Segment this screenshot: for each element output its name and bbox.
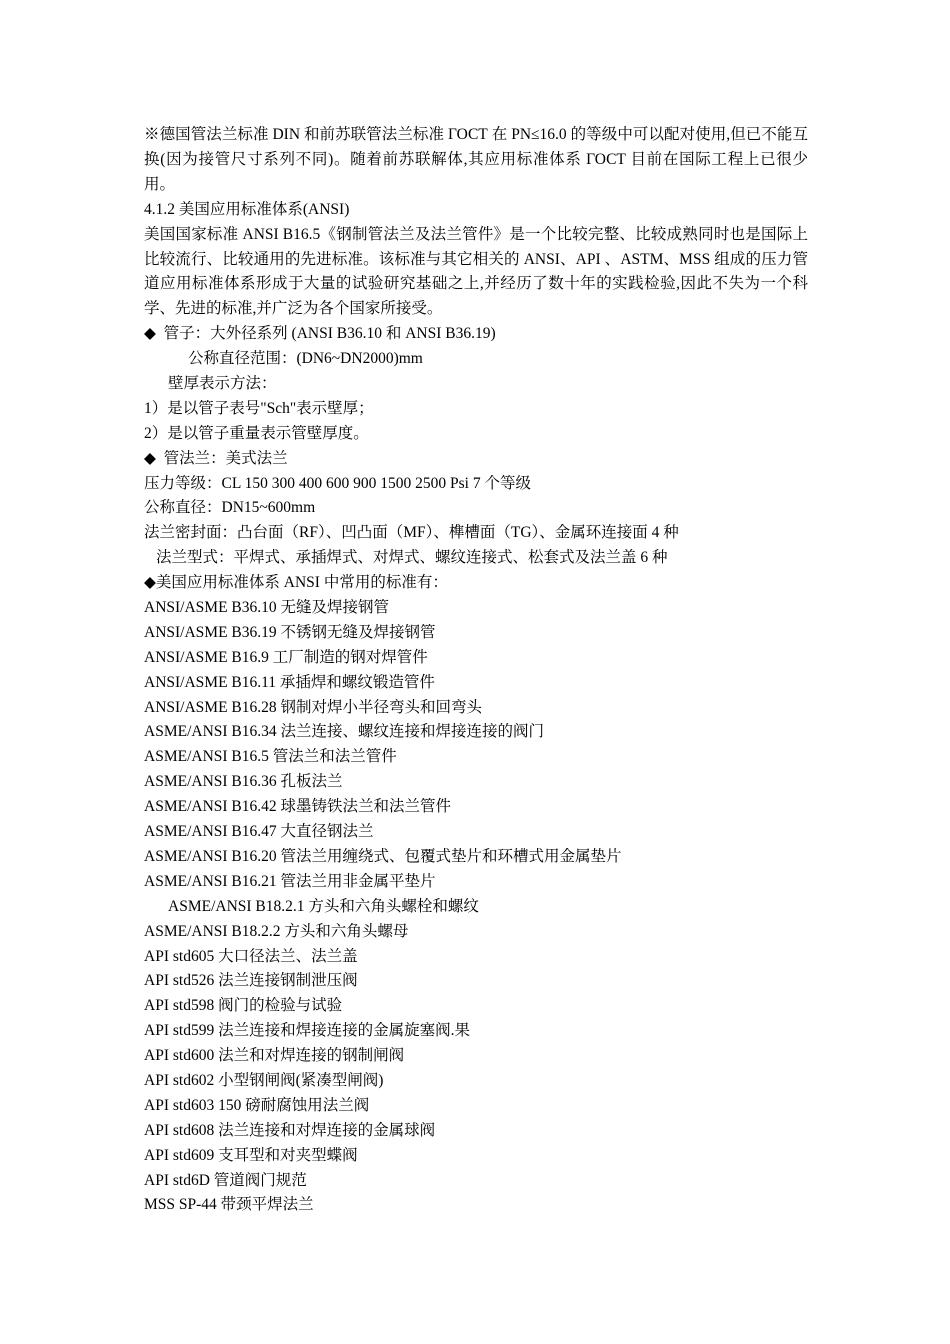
- pipe-nominal-range: 公称直径范围：(DN6~DN2000)mm: [188, 350, 423, 368]
- standard-item: ASME/ANSI B16.5 管法兰和法兰管件: [144, 748, 397, 766]
- pipe-wall-method: 壁厚表示方法：: [168, 375, 277, 393]
- standard-item: API std598 阀门的检验与试验: [144, 997, 343, 1015]
- standard-item: API std600 法兰和对焊连接的钢制闸阀: [144, 1047, 405, 1065]
- standard-item: ANSI/ASME B16.28 钢制对焊小半径弯头和回弯头: [144, 698, 483, 716]
- standards-heading: ◆美国应用标准体系 ANSI 中常用的标准有：: [144, 574, 448, 592]
- intro-paragraph: ※德国管法兰标准 DIN 和前苏联管法兰标准 ГОСТ 在 PN≤16.0 的等级中可以配对使用,但已不能互换(因为接管尺寸系列不同)。随着前苏联解体,其应用标准体系 ГОСТ 目前在国际工程上已很少用。: [144, 126, 808, 193]
- standard-item: ASME/ANSI B16.36 孔板法兰: [144, 773, 343, 791]
- standard-item: API std605 大口径法兰、法兰盖: [144, 947, 358, 965]
- standard-item: API std6D 管道阀门规范: [144, 1171, 307, 1189]
- standard-item: API std603 150 磅耐腐蚀用法兰阀: [144, 1096, 370, 1114]
- diamond-bullet-icon: ◆: [144, 325, 156, 343]
- standard-item: API std526 法兰连接钢制泄压阀: [144, 972, 358, 990]
- flange-types: 法兰型式：平焊式、承插焊式、对焊式、螺纹连接式、松套式及法兰盖 6 种: [156, 549, 668, 567]
- flange-nominal-diameter: 公称直径：DN15~600mm: [144, 499, 316, 517]
- flange-sealing-faces: 法兰密封面：凸台面（RF）、凹凸面（MF）、榫槽面（TG）、金属环连接面 4 种: [144, 524, 679, 542]
- standard-item: ASME/ANSI B16.21 管法兰用非金属平垫片: [144, 872, 436, 890]
- diamond-bullet-icon: ◆: [144, 449, 156, 467]
- section-heading: 4.1.2 美国应用标准体系(ANSI): [144, 200, 350, 218]
- standard-item: ASME/ANSI B18.2.2 方头和六角头螺母: [144, 922, 409, 940]
- standard-item: ASME/ANSI B16.20 管法兰用缠绕式、包覆式垫片和环槽式用金属垫片: [144, 847, 622, 865]
- standard-item: API std608 法兰连接和对焊连接的金属球阀: [144, 1121, 436, 1139]
- pipe-title-line: [144, 322, 808, 347]
- standard-item: ANSI/ASME B16.9 工厂制造的钢对焊管件: [144, 648, 428, 666]
- standard-item: ASME/ANSI B16.42 球墨铸铁法兰和法兰管件: [144, 798, 452, 816]
- section-paragraph: 美国国家标准 ANSI B16.5《钢制管法兰及法兰管件》是一个比较完整、比较成熟同时也是国际上比较流行、比较通用的先进标准。该标准与其它相关的 ANSI、API 、ASTM、MSS 组成的压力管道应用标准体系形成于大量的试验研究基础之上,并经历了数十年的实践检验,因此不失为一个科学、先进的标准,并广泛为各个国家所接受。: [144, 225, 808, 318]
- standard-item: ANSI/ASME B16.11 承插焊和螺纹锻造管件: [144, 673, 435, 691]
- standard-item: API std609 支耳型和对夹型蝶阀: [144, 1146, 358, 1164]
- standard-item: API std602 小型钢闸阀(紧凑型闸阀): [144, 1071, 384, 1089]
- standard-item: ANSI/ASME B36.10 无缝及焊接钢管: [144, 599, 390, 617]
- standard-item: ASME/ANSI B18.2.1 方头和六角头螺栓和螺纹: [168, 897, 479, 915]
- pipe-method-1: 1）是以管子表号"Sch"表示壁厚；: [144, 399, 374, 417]
- pipe-title: 管子：大外径系列 (ANSI B36.10 和 ANSI B36.19): [163, 325, 496, 343]
- standard-item: ASME/ANSI B16.47 大直径钢法兰: [144, 823, 374, 841]
- document-page: [144, 123, 808, 1218]
- flange-pressure-class: 压力等级：CL 150 300 400 600 900 1500 2500 Psi 7 个等级: [144, 474, 531, 492]
- standard-item: API std599 法兰连接和焊接连接的金属旋塞阀.果: [144, 1022, 470, 1040]
- standard-item: ANSI/ASME B36.19 不锈钢无缝及焊接钢管: [144, 623, 436, 641]
- standard-item: MSS SP-44 带颈平焊法兰: [144, 1196, 314, 1214]
- standard-item: ASME/ANSI B16.34 法兰连接、螺纹连接和焊接连接的阀门: [144, 723, 545, 741]
- pipe-method-2: 2）是以管子重量表示管壁厚度。: [144, 424, 369, 442]
- flange-title: 管法兰：美式法兰: [163, 449, 288, 467]
- flange-title-line: [144, 447, 808, 472]
